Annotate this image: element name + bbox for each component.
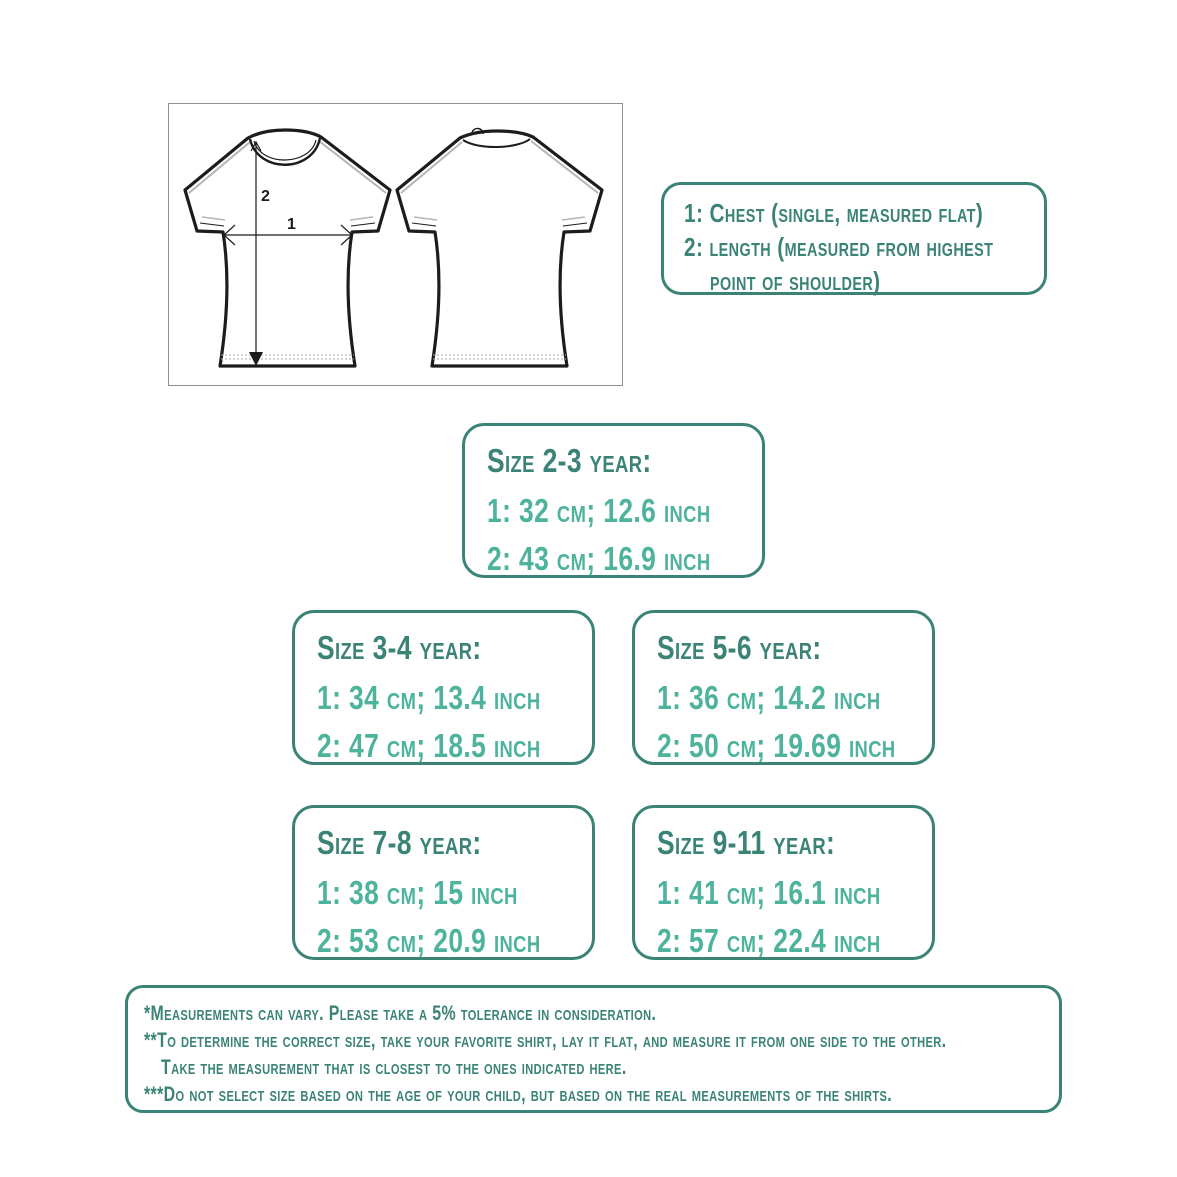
tshirt-diagram [168,103,623,386]
length-measurement: 2: 43 cm; 16.9 inch [487,540,711,577]
tshirt-diagram-svg [169,104,622,385]
tshirt-back [397,128,602,366]
footnotes-box [125,985,1062,1113]
size-title: Size 9-11 year: [657,824,836,861]
size-box-7-8-year [292,805,595,960]
tshirt-front [185,130,390,366]
measurement-legend-box [661,182,1047,295]
length-measurement: 2: 53 cm; 20.9 inch [317,922,541,959]
size-box-9-11-year [632,805,935,960]
footnote-age-warning: ***Do not select size based on the age of your child, but based on the real measurements of the shirts. [144,1082,893,1106]
legend-line-length-cont: point of shoulder) [710,266,881,296]
size-title: Size 3-4 year: [317,629,482,666]
chest-measurement: 1: 36 cm; 14.2 inch [657,679,881,716]
chest-label: 1 [287,216,296,233]
footnote-tolerance: *Measurements can vary. Please take a 5% tolerance in consideration. [144,1001,657,1025]
length-measurement: 2: 57 cm; 22.4 inch [657,922,881,959]
size-title: Size 7-8 year: [317,824,482,861]
size-title: Size 5-6 year: [657,629,822,666]
size-box-5-6-year [632,610,935,765]
length-label: 2 [261,188,270,205]
footnote-how-to-measure: **To determine the correct size, take your favorite shirt, lay it flat, and measure it from one side to the other. [144,1028,947,1052]
length-measurement: 2: 47 cm; 18.5 inch [317,727,541,764]
chest-measurement: 1: 32 cm; 12.6 inch [487,492,711,529]
chest-measurement: 1: 34 cm; 13.4 inch [317,679,541,716]
chest-measurement: 1: 38 cm; 15 inch [317,874,518,911]
size-box-2-3-year [462,423,765,578]
legend-line-chest: 1: Chest (single, measured flat) [684,198,984,228]
footnote-how-to-measure-cont: Take the measurement that is closest to the ones indicated here. [161,1055,627,1079]
chest-measurement: 1: 41 cm; 16.1 inch [657,874,881,911]
size-box-3-4-year [292,610,595,765]
length-measurement: 2: 50 cm; 19.69 inch [657,727,896,764]
legend-line-length: 2: length (measured from highest [684,232,994,262]
size-title: Size 2-3 year: [487,442,652,479]
